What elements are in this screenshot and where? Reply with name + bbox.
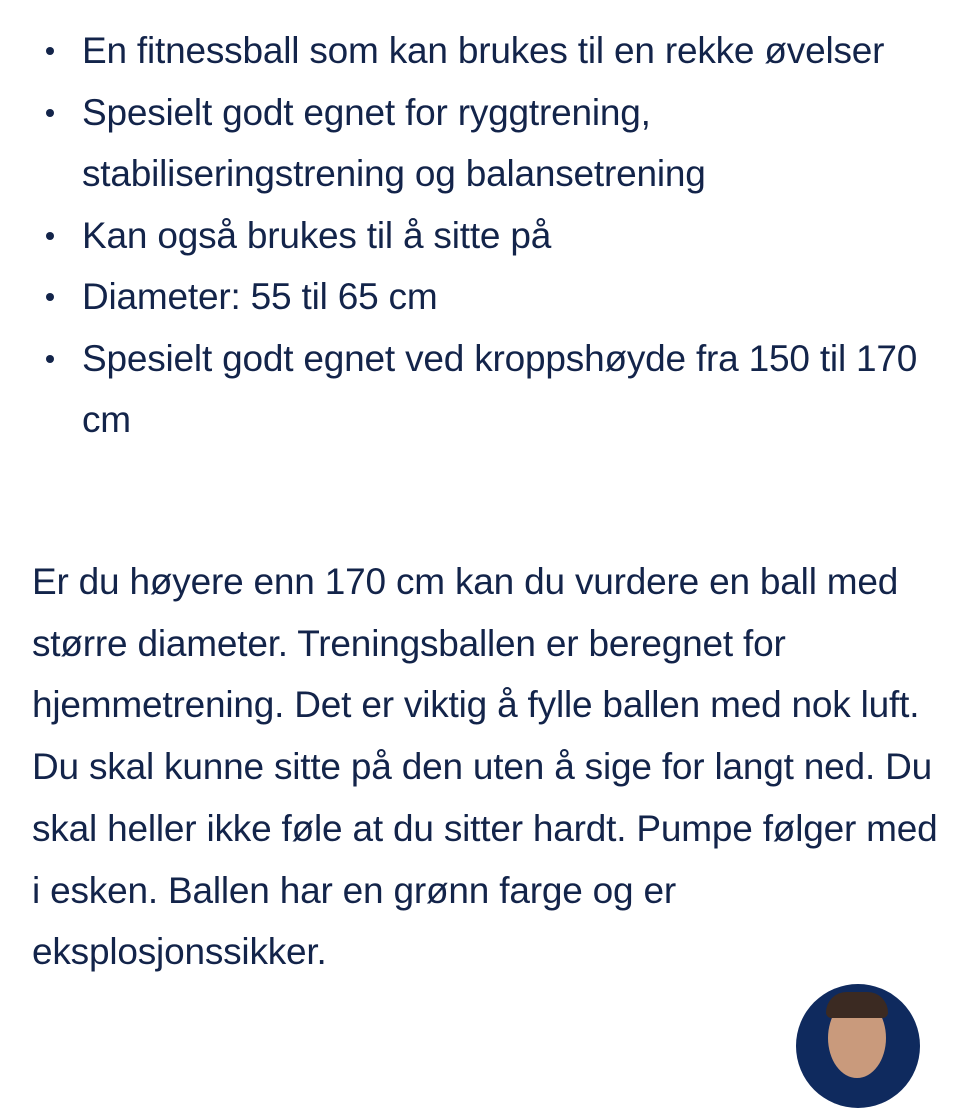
feature-item [82, 266, 942, 328]
feature-text: Spesielt godt egnet for ryggtrening, stabiliseringstrening og balansetrening [82, 91, 706, 194]
bullet-icon [46, 355, 54, 363]
feature-text: En fitnessball som kan brukes til en rekke øvelser [82, 30, 885, 71]
avatar-hair [826, 992, 888, 1018]
bullet-icon [46, 109, 54, 117]
feature-item [82, 328, 942, 451]
description-paragraph: Er du høyere enn 170 cm kan du vurdere en ball med større diameter. Treningsballen er beregnet for hjemmetrening. Det er viktig å fylle ballen med nok luft. Du skal kunne sitte på den uten å sige for langt ned. Du skal heller ikke føle at du sitter hardt. Pumpe følger med i esken. Ballen har en grønn farge og er eksplosjonssikker. [32, 561, 938, 973]
feature-item [82, 82, 942, 205]
bullet-icon [46, 293, 54, 301]
feature-list [82, 20, 942, 451]
feature-text: Diameter: 55 til 65 cm [82, 276, 438, 317]
bullet-icon [46, 47, 54, 55]
support-agent-avatar-icon[interactable] [796, 984, 920, 1108]
bullet-icon [46, 232, 54, 240]
feature-item [82, 20, 942, 82]
feature-item [82, 205, 942, 267]
feature-text: Kan også brukes til å sitte på [82, 214, 552, 256]
feature-text: Spesielt godt egnet ved kroppshøyde fra 150 til 170 cm [82, 337, 918, 440]
